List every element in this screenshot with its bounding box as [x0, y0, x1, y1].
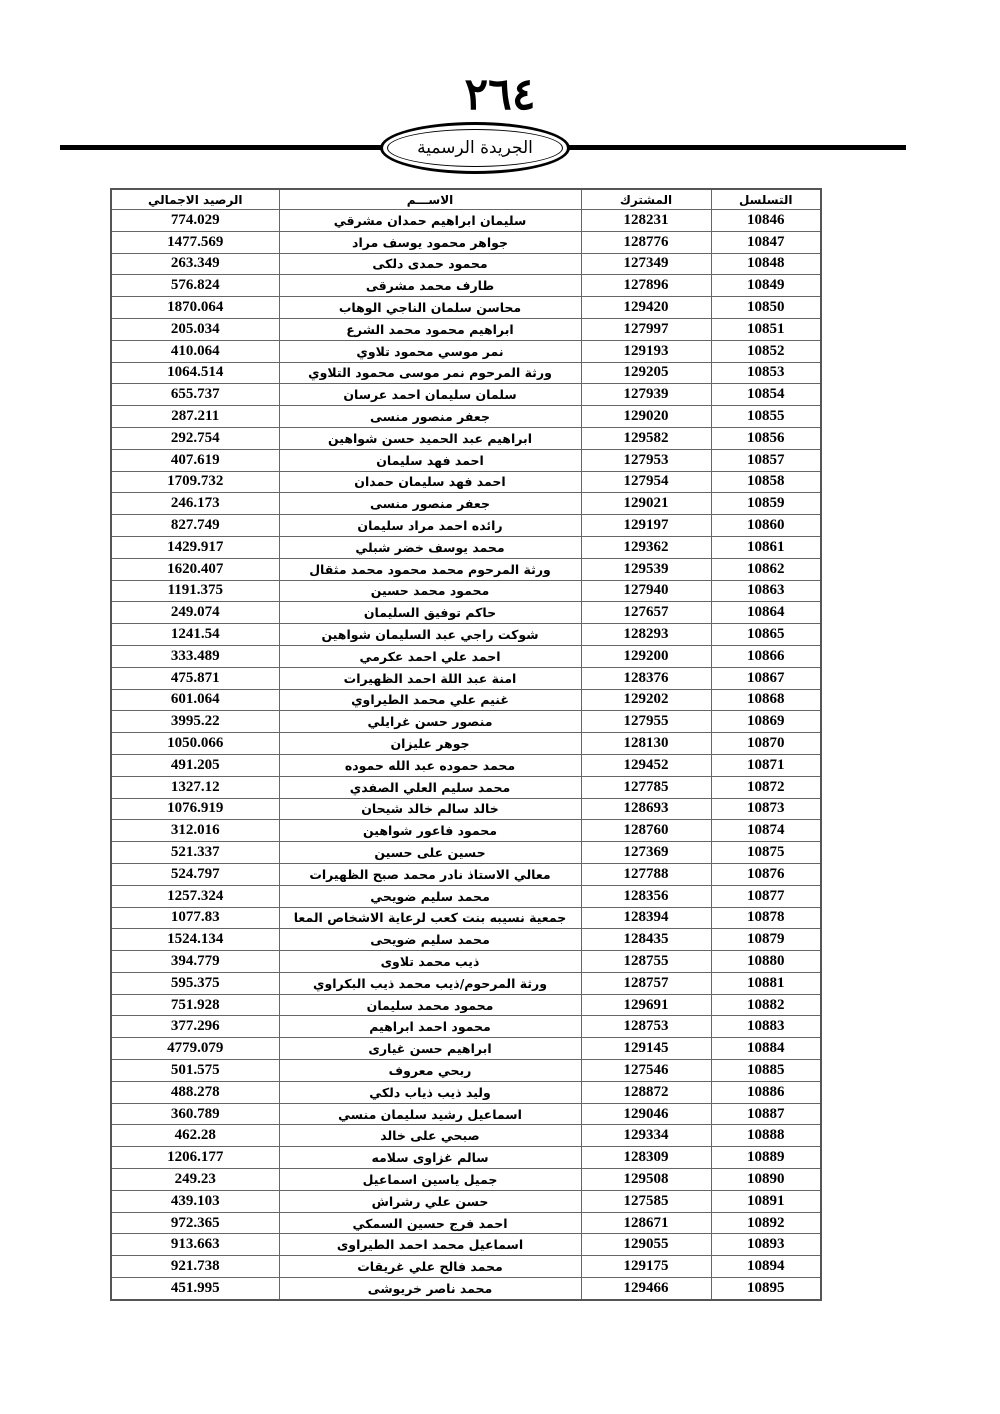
- subscriber-cell: 129046: [581, 1103, 711, 1125]
- balance-cell: 377.296: [111, 1016, 279, 1038]
- subscriber-cell: 128872: [581, 1081, 711, 1103]
- table-row: [111, 253, 821, 275]
- balance-cell: 524.797: [111, 863, 279, 885]
- table-row: [111, 602, 821, 624]
- table-row: [111, 994, 821, 1016]
- table-row: [111, 1169, 821, 1191]
- serial-cell: 10869: [711, 711, 821, 733]
- table-row: [111, 275, 821, 297]
- balance-cell: 655.737: [111, 384, 279, 406]
- table-row: [111, 318, 821, 340]
- name-cell: ذيب محمد تلاوى: [279, 951, 581, 973]
- balance-cell: 439.103: [111, 1190, 279, 1212]
- table-row: [111, 362, 821, 384]
- subscriber-cell: 129582: [581, 427, 711, 449]
- name-cell: خالد سالم خالد شيحان: [279, 798, 581, 820]
- table-row: [111, 733, 821, 755]
- table-row: [111, 1103, 821, 1125]
- name-cell: غنيم علي محمد الطيراوي: [279, 689, 581, 711]
- serial-cell: 10865: [711, 624, 821, 646]
- name-cell: رائده احمد مراد سليمان: [279, 515, 581, 537]
- balance-cell: 394.779: [111, 951, 279, 973]
- name-cell: معالي الاستاذ نادر محمد صبح الظهيرات: [279, 863, 581, 885]
- name-cell: شوكت راجي عبد السليمان شواهين: [279, 624, 581, 646]
- balance-cell: 1241.54: [111, 624, 279, 646]
- table-row: [111, 1060, 821, 1082]
- table-row: [111, 907, 821, 929]
- subscriber-cell: 128309: [581, 1147, 711, 1169]
- balance-cell: 360.789: [111, 1103, 279, 1125]
- subscriber-cell: 127349: [581, 253, 711, 275]
- name-cell: احمد فهد سليمان: [279, 449, 581, 471]
- balance-cell: 292.754: [111, 427, 279, 449]
- serial-cell: 10873: [711, 798, 821, 820]
- table-row: [111, 951, 821, 973]
- subscriber-cell: 129202: [581, 689, 711, 711]
- column-header-name: الاســـم: [279, 189, 581, 210]
- column-header-serial: التسلسل: [711, 189, 821, 210]
- balance-cell: 4779.079: [111, 1038, 279, 1060]
- subscriber-cell: 129420: [581, 297, 711, 319]
- balance-cell: 601.064: [111, 689, 279, 711]
- subscriber-cell: 129334: [581, 1125, 711, 1147]
- serial-cell: 10892: [711, 1212, 821, 1234]
- subscriber-cell: 129021: [581, 493, 711, 515]
- serial-cell: 10857: [711, 449, 821, 471]
- table-row: [111, 1190, 821, 1212]
- serial-cell: 10889: [711, 1147, 821, 1169]
- balance-cell: 407.619: [111, 449, 279, 471]
- balance-cell: 249.23: [111, 1169, 279, 1191]
- serial-cell: 10862: [711, 558, 821, 580]
- table-row: [111, 929, 821, 951]
- table-row: [111, 515, 821, 537]
- subscriber-cell: 127997: [581, 318, 711, 340]
- subscriber-cell: 127585: [581, 1190, 711, 1212]
- subscriber-cell: 127657: [581, 602, 711, 624]
- subscriber-cell: 128755: [581, 951, 711, 973]
- balance-cell: 488.278: [111, 1081, 279, 1103]
- serial-cell: 10866: [711, 645, 821, 667]
- subscriber-cell: 129200: [581, 645, 711, 667]
- balance-cell: 913.663: [111, 1234, 279, 1256]
- name-cell: محمد ناصر خريوشى: [279, 1278, 581, 1300]
- balance-cell: 462.28: [111, 1125, 279, 1147]
- name-cell: محمد يوسف خضر شبلي: [279, 536, 581, 558]
- name-cell: حسن علي رشراش: [279, 1190, 581, 1212]
- subscriber-cell: 129508: [581, 1169, 711, 1191]
- name-cell: محمد سليم ضويحي: [279, 885, 581, 907]
- balance-cell: 751.928: [111, 994, 279, 1016]
- subscriber-cell: 129691: [581, 994, 711, 1016]
- subscriber-cell: 127785: [581, 776, 711, 798]
- table-row: [111, 1016, 821, 1038]
- name-cell: حسين على حسين: [279, 842, 581, 864]
- name-cell: احمد فرج حسين السمكي: [279, 1212, 581, 1234]
- name-cell: اسماعيل رشيد سليمان منسي: [279, 1103, 581, 1125]
- table-row: [111, 842, 821, 864]
- table-row: [111, 972, 821, 994]
- serial-cell: 10877: [711, 885, 821, 907]
- name-cell: صبحي على خالد: [279, 1125, 581, 1147]
- balance-cell: 595.375: [111, 972, 279, 994]
- subscriber-cell: 127788: [581, 863, 711, 885]
- serial-cell: 10894: [711, 1256, 821, 1278]
- subscriber-cell: 129175: [581, 1256, 711, 1278]
- publication-title: الجريدة الرسمية: [417, 138, 533, 158]
- serial-cell: 10855: [711, 406, 821, 428]
- serial-cell: 10849: [711, 275, 821, 297]
- subscriber-cell: 127953: [581, 449, 711, 471]
- serial-cell: 10850: [711, 297, 821, 319]
- name-cell: ورثة المرحوم محمد محمود محمد مثقال: [279, 558, 581, 580]
- subscriber-cell: 128231: [581, 210, 711, 232]
- balance-cell: 1429.917: [111, 536, 279, 558]
- table-row: [111, 449, 821, 471]
- table-row: [111, 384, 821, 406]
- table-row: [111, 1278, 821, 1300]
- table-row: [111, 558, 821, 580]
- table-row: [111, 820, 821, 842]
- serial-cell: 10875: [711, 842, 821, 864]
- name-cell: وليد ذيب ذياب دلكي: [279, 1081, 581, 1103]
- subscriber-cell: 128356: [581, 885, 711, 907]
- balance-cell: 475.871: [111, 667, 279, 689]
- subscriber-cell: 127940: [581, 580, 711, 602]
- balance-cell: 576.824: [111, 275, 279, 297]
- balance-cell: 1620.407: [111, 558, 279, 580]
- balance-cell: 1077.83: [111, 907, 279, 929]
- subscriber-cell: 128776: [581, 231, 711, 253]
- serial-cell: 10854: [711, 384, 821, 406]
- name-cell: جوهر عليزان: [279, 733, 581, 755]
- serial-cell: 10882: [711, 994, 821, 1016]
- table-row: [111, 580, 821, 602]
- subscriber-cell: 129020: [581, 406, 711, 428]
- name-cell: احمد فهد سليمان حمدان: [279, 471, 581, 493]
- serial-cell: 10886: [711, 1081, 821, 1103]
- balance-cell: 1709.732: [111, 471, 279, 493]
- subscriber-cell: 127939: [581, 384, 711, 406]
- subscriber-cell: 128435: [581, 929, 711, 951]
- table-row: [111, 1212, 821, 1234]
- name-cell: محمد سليم العلي الصفدي: [279, 776, 581, 798]
- balance-cell: 249.074: [111, 602, 279, 624]
- serial-cell: 10881: [711, 972, 821, 994]
- balance-cell: 1257.324: [111, 885, 279, 907]
- serial-cell: 10847: [711, 231, 821, 253]
- table-row: [111, 624, 821, 646]
- table-row: [111, 776, 821, 798]
- serial-cell: 10891: [711, 1190, 821, 1212]
- name-cell: محمد فالح علي غريقات: [279, 1256, 581, 1278]
- subscriber-cell: 129145: [581, 1038, 711, 1060]
- serial-cell: 10856: [711, 427, 821, 449]
- table-row: [111, 885, 821, 907]
- balance-cell: 521.337: [111, 842, 279, 864]
- balance-cell: 3995.22: [111, 711, 279, 733]
- table-header-row: [111, 189, 821, 210]
- name-cell: ابراهيم عبد الحميد حسن شواهين: [279, 427, 581, 449]
- serial-cell: 10867: [711, 667, 821, 689]
- serial-cell: 10874: [711, 820, 821, 842]
- table-row: [111, 1081, 821, 1103]
- table-body: [111, 210, 821, 1300]
- page-number: ٢٦٤: [464, 69, 536, 120]
- serial-cell: 10863: [711, 580, 821, 602]
- balance-cell: 1870.064: [111, 297, 279, 319]
- balance-cell: 774.029: [111, 210, 279, 232]
- balance-cell: 972.365: [111, 1212, 279, 1234]
- table-row: [111, 798, 821, 820]
- subscriber-cell: 128394: [581, 907, 711, 929]
- balance-cell: 1064.514: [111, 362, 279, 384]
- name-cell: محمود محمد حسين: [279, 580, 581, 602]
- table-row: [111, 231, 821, 253]
- name-cell: سليمان ابراهيم حمدان مشرقي: [279, 210, 581, 232]
- table-row: [111, 1147, 821, 1169]
- name-cell: اسماعيل محمد احمد الطيراوى: [279, 1234, 581, 1256]
- subscriber-cell: 128130: [581, 733, 711, 755]
- name-cell: جمعية نسيبه بنت كعب لرعاية الاشخاص المعا: [279, 907, 581, 929]
- balance-cell: 1050.066: [111, 733, 279, 755]
- name-cell: ورثة المرحوم نمر موسى محمود التلاوي: [279, 362, 581, 384]
- subscriber-cell: 129055: [581, 1234, 711, 1256]
- serial-cell: 10848: [711, 253, 821, 275]
- serial-cell: 10884: [711, 1038, 821, 1060]
- table-row: [111, 536, 821, 558]
- name-cell: محمد حموده عبد الله حموده: [279, 754, 581, 776]
- balance-cell: 1191.375: [111, 580, 279, 602]
- serial-cell: 10868: [711, 689, 821, 711]
- subscriber-cell: 127896: [581, 275, 711, 297]
- name-cell: سلمان سليمان احمد عرسان: [279, 384, 581, 406]
- table-row: [111, 427, 821, 449]
- name-cell: جواهر محمود يوسف مراد: [279, 231, 581, 253]
- table-row: [111, 754, 821, 776]
- balance-cell: 410.064: [111, 340, 279, 362]
- serial-cell: 10878: [711, 907, 821, 929]
- table-row: [111, 689, 821, 711]
- name-cell: محمود فاعور شواهين: [279, 820, 581, 842]
- balance-cell: 1327.12: [111, 776, 279, 798]
- subscriber-cell: 128757: [581, 972, 711, 994]
- table-row: [111, 406, 821, 428]
- subscriber-cell: 128293: [581, 624, 711, 646]
- balance-cell: 312.016: [111, 820, 279, 842]
- serial-cell: 10893: [711, 1234, 821, 1256]
- subscriber-cell: 129205: [581, 362, 711, 384]
- name-cell: محمد سليم ضويحى: [279, 929, 581, 951]
- table-row: [111, 1256, 821, 1278]
- subscriber-cell: 128693: [581, 798, 711, 820]
- name-cell: محمود حمدى دلكى: [279, 253, 581, 275]
- table-row: [111, 340, 821, 362]
- serial-cell: 10860: [711, 515, 821, 537]
- name-cell: احمد علي احمد عكرمي: [279, 645, 581, 667]
- subscriber-cell: 127369: [581, 842, 711, 864]
- balance-cell: 1524.134: [111, 929, 279, 951]
- subscriber-cell: 129362: [581, 536, 711, 558]
- serial-cell: 10890: [711, 1169, 821, 1191]
- name-cell: سالم غزاوى سلامه: [279, 1147, 581, 1169]
- publication-title-oval: [380, 122, 570, 174]
- balances-table: [110, 188, 822, 1301]
- table-row: [111, 1038, 821, 1060]
- name-cell: محاسن سلمان الناجي الوهاب: [279, 297, 581, 319]
- subscriber-cell: 129539: [581, 558, 711, 580]
- table-row: [111, 493, 821, 515]
- subscriber-cell: 128753: [581, 1016, 711, 1038]
- balance-cell: 1076.919: [111, 798, 279, 820]
- serial-cell: 10883: [711, 1016, 821, 1038]
- name-cell: نمر موسي محمود تلاوي: [279, 340, 581, 362]
- name-cell: جعفر منصور منسى: [279, 406, 581, 428]
- name-cell: ابراهيم حسن غيارى: [279, 1038, 581, 1060]
- balance-cell: 1477.569: [111, 231, 279, 253]
- subscriber-cell: 128760: [581, 820, 711, 842]
- balance-cell: 287.211: [111, 406, 279, 428]
- serial-cell: 10876: [711, 863, 821, 885]
- subscriber-cell: 127954: [581, 471, 711, 493]
- balance-cell: 205.034: [111, 318, 279, 340]
- serial-cell: 10879: [711, 929, 821, 951]
- name-cell: طارف محمد مشرقى: [279, 275, 581, 297]
- name-cell: جميل ياسين اسماعيل: [279, 1169, 581, 1191]
- balance-cell: 491.205: [111, 754, 279, 776]
- name-cell: ابراهيم محمود محمد الشرع: [279, 318, 581, 340]
- name-cell: جعفر منصور منسى: [279, 493, 581, 515]
- serial-cell: 10861: [711, 536, 821, 558]
- column-header-subscriber: المشترك: [581, 189, 711, 210]
- serial-cell: 10858: [711, 471, 821, 493]
- balance-cell: 501.575: [111, 1060, 279, 1082]
- name-cell: محمود احمد ابراهيم: [279, 1016, 581, 1038]
- table-row: [111, 1125, 821, 1147]
- balance-cell: 333.489: [111, 645, 279, 667]
- name-cell: ربحي معروف: [279, 1060, 581, 1082]
- subscriber-cell: 129466: [581, 1278, 711, 1300]
- subscriber-cell: 128671: [581, 1212, 711, 1234]
- table-row: [111, 667, 821, 689]
- serial-cell: 10880: [711, 951, 821, 973]
- balance-cell: 921.738: [111, 1256, 279, 1278]
- serial-cell: 10885: [711, 1060, 821, 1082]
- table-row: [111, 645, 821, 667]
- table-row: [111, 471, 821, 493]
- name-cell: منصور حسن غرايلي: [279, 711, 581, 733]
- serial-cell: 10864: [711, 602, 821, 624]
- balance-cell: 1206.177: [111, 1147, 279, 1169]
- name-cell: محمود محمد سليمان: [279, 994, 581, 1016]
- serial-cell: 10852: [711, 340, 821, 362]
- subscriber-cell: 127546: [581, 1060, 711, 1082]
- table-row: [111, 1234, 821, 1256]
- balance-cell: 451.995: [111, 1278, 279, 1300]
- serial-cell: 10888: [711, 1125, 821, 1147]
- serial-cell: 10872: [711, 776, 821, 798]
- serial-cell: 10871: [711, 754, 821, 776]
- subscriber-cell: 128376: [581, 667, 711, 689]
- subscriber-cell: 129452: [581, 754, 711, 776]
- table-row: [111, 297, 821, 319]
- serial-cell: 10887: [711, 1103, 821, 1125]
- serial-cell: 10859: [711, 493, 821, 515]
- balance-cell: 827.749: [111, 515, 279, 537]
- name-cell: امنة عبد اللة احمد الظهيرات: [279, 667, 581, 689]
- column-header-total-balance: الرصيد الاجمالي: [111, 189, 279, 210]
- name-cell: حاكم توفيق السليمان: [279, 602, 581, 624]
- balance-cell: 246.173: [111, 493, 279, 515]
- serial-cell: 10895: [711, 1278, 821, 1300]
- serial-cell: 10853: [711, 362, 821, 384]
- serial-cell: 10870: [711, 733, 821, 755]
- table-row: [111, 711, 821, 733]
- subscriber-cell: 129193: [581, 340, 711, 362]
- subscriber-cell: 127955: [581, 711, 711, 733]
- table-row: [111, 210, 821, 232]
- name-cell: ورثة المرحوم/ذيب محمد ذيب البكراوي: [279, 972, 581, 994]
- serial-cell: 10851: [711, 318, 821, 340]
- subscriber-cell: 129197: [581, 515, 711, 537]
- serial-cell: 10846: [711, 210, 821, 232]
- balance-cell: 263.349: [111, 253, 279, 275]
- table-row: [111, 863, 821, 885]
